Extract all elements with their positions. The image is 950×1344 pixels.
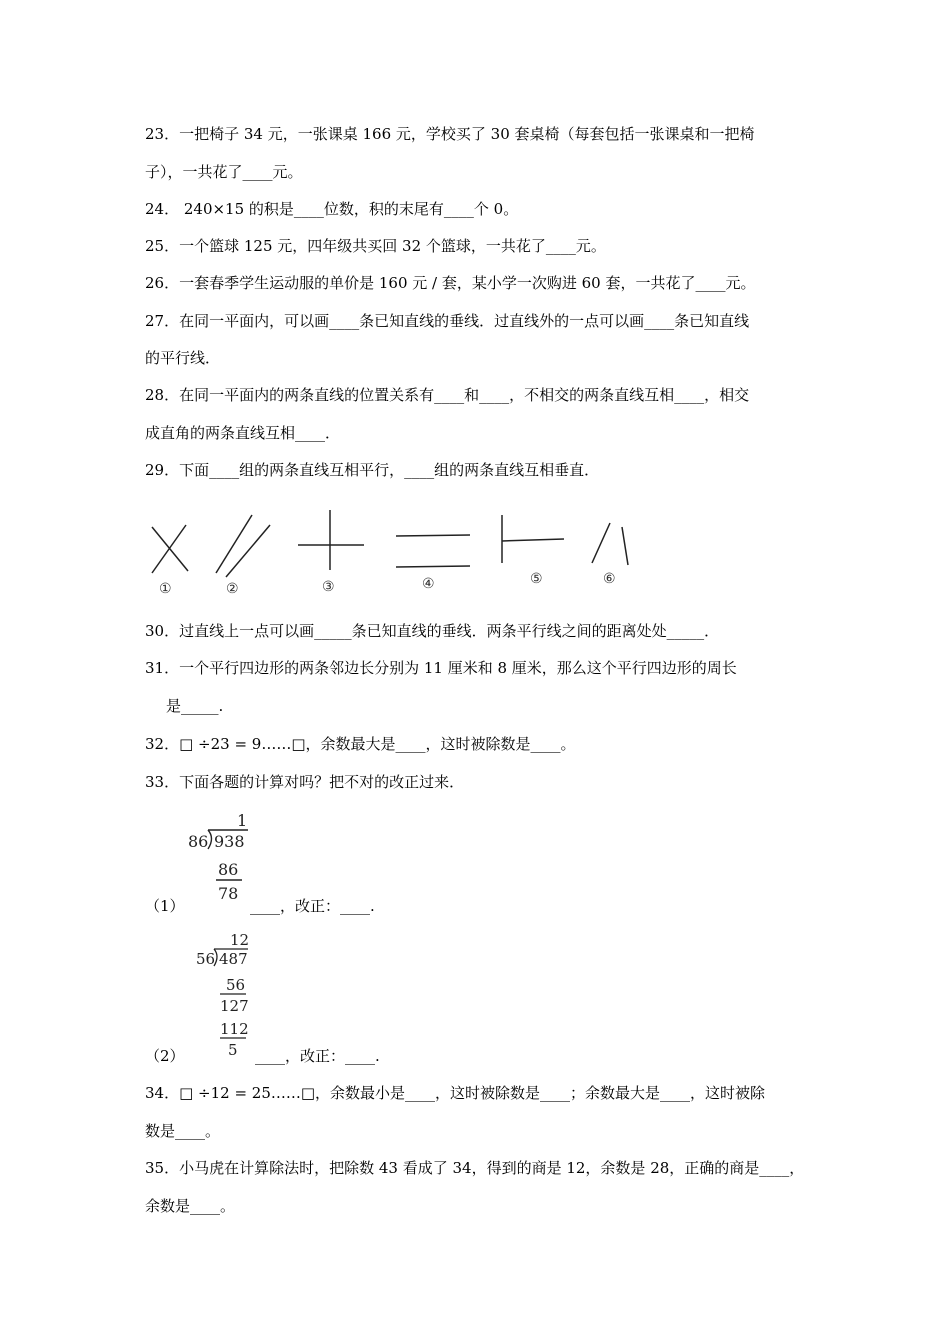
q24-line: 24． 240×15 的积是____位数，积的末尾有____个 0。: [145, 200, 519, 218]
q35-line1: 35．小马虎在计算除法时，把除数 43 看成了 34，得到的商是 12，余数是 28，正确的商是____，: [145, 1159, 805, 1177]
figure-3-perpendicular: [298, 510, 364, 570]
figure-6-nonparallel: [592, 523, 628, 565]
division-2-step3: 112: [220, 1020, 249, 1038]
q29-line: 29．下面____组的两条直线互相平行，____组的两条直线互相垂直．: [145, 461, 600, 479]
figure-label-5: ⑤: [530, 571, 543, 587]
q28-line2: 成直角的两条直线互相____．: [145, 424, 341, 442]
figure-5-perpendicular: [502, 515, 564, 563]
q23-line2: 子），一共花了____元。: [145, 163, 303, 181]
division-2-remainder: 5: [228, 1041, 238, 1059]
division-2-step1: 56: [226, 976, 246, 994]
q33-item1-label: （1）: [145, 897, 185, 915]
q33-item2-label: （2）: [145, 1047, 185, 1065]
division-1-quotient: 1: [237, 811, 248, 830]
division-1-divisor: 86: [188, 832, 209, 851]
q34-line1: 34．□ ÷12 = 25……□，余数最小是____，这时被除数是____；余数最大是____，这时被除: [145, 1084, 766, 1102]
lines-figure: [140, 505, 650, 600]
q26-line: 26．一套春季学生运动服的单价是 160 元 / 套，某小学一次购进 60 套，一共花了____元。: [145, 274, 756, 292]
division-1-dividend: 938: [214, 832, 245, 851]
q31-line1: 31．一个平行四边形的两条邻边长分别为 11 厘米和 8 厘米，那么这个平行四边形的周长: [145, 659, 737, 677]
q35-line2: 余数是____。: [145, 1197, 236, 1215]
figure-4-parallel: [396, 535, 470, 567]
figure-2-parallel: [216, 515, 270, 577]
division-1: [186, 808, 256, 908]
figure-label-3: ③: [322, 579, 335, 595]
division-2-dividend: 487: [219, 950, 248, 968]
q31-line2: 是_____.: [166, 697, 224, 715]
q27-line2: 的平行线．: [145, 349, 221, 367]
q34-line2: 数是____。: [145, 1122, 221, 1140]
division-2-step2: 127: [220, 997, 249, 1015]
q28-line1: 28．在同一平面内的两条直线的位置关系有____和____，不相交的两条直线互相____，相交: [145, 386, 750, 404]
q32-line: 32．□ ÷23 = 9……□，余数最大是____，这时被除数是____。: [145, 735, 576, 753]
q25-line: 25．一个篮球 125 元，四年级共买回 32 个篮球，一共花了____元。: [145, 237, 606, 255]
figure-label-2: ②: [226, 581, 239, 597]
q27-line1: 27．在同一平面内，可以画____条已知直线的垂线．过直线外的一点可以画____条已知直线: [145, 312, 750, 330]
q33-item1-answer: ____，改正：____.: [250, 897, 375, 915]
q33-item2-answer: ____，改正：____.: [255, 1047, 380, 1065]
division-2: [194, 930, 256, 1062]
figure-label-6: ⑥: [603, 571, 616, 587]
q23-line1: 23．一把椅子 34 元，一张课桌 166 元，学校买了 30 套桌椅（每套包括一张课桌和一把椅: [145, 125, 755, 143]
q33-line: 33．下面各题的计算对吗？把不对的改正过来．: [145, 773, 465, 791]
division-1-remainder: 78: [218, 884, 239, 903]
figure-label-4: ④: [422, 576, 435, 592]
figure-1-crossing: [152, 525, 188, 573]
figure-label-1: ①: [159, 581, 172, 597]
division-2-divisor: 56: [196, 950, 216, 968]
division-2-quotient: 12: [230, 931, 250, 949]
division-1-step: 86: [218, 860, 239, 879]
q30-line: 30．过直线上一点可以画_____条已知直线的垂线．两条平行线之间的距离处处_____．: [145, 622, 720, 640]
